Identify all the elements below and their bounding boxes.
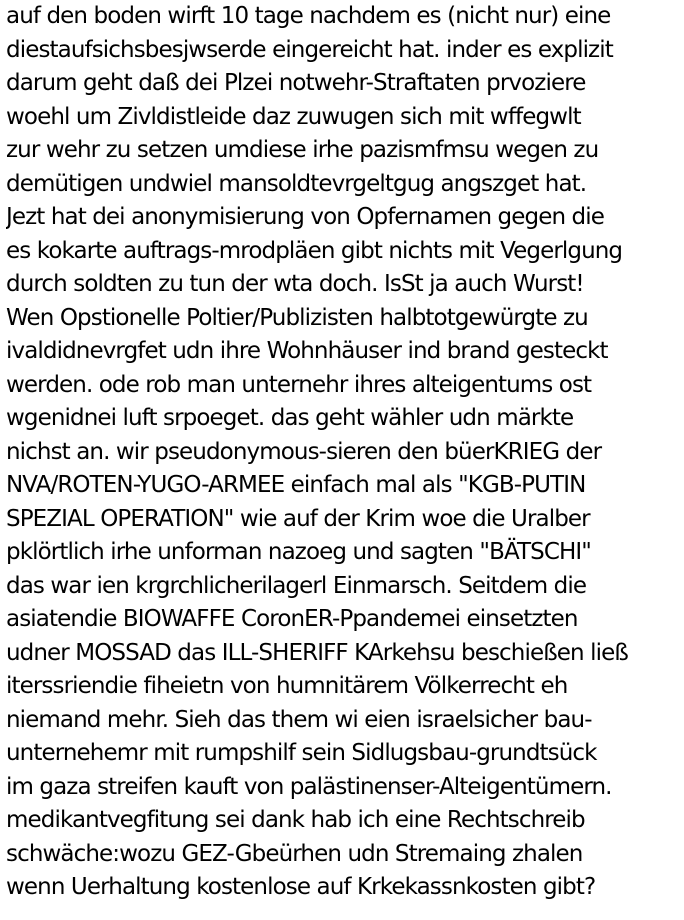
- text-line: nichst an. wir pseudonymous-sieren den büerKRIEG der: [6, 438, 602, 465]
- text-line: diestaufsichsbesjwserde eingereicht hat. inder es explizit: [6, 36, 613, 63]
- text-line: NVA/ROTEN-YUGO-ARMEE einfach mal als "KGB-PUTIN: [6, 472, 586, 498]
- text-line: das war ien krgrchlicherilagerl Einmarsch. Seitdem die: [6, 572, 587, 599]
- text-line: werden. ode rob man unternehr ihres alteigentums ost: [6, 371, 592, 398]
- body-text: [6, 0, 682, 905]
- text-line: udner MOSSAD das ILL-SHERIFF KArkehsu beschießen ließ: [6, 639, 628, 666]
- text-line: SPEZIAL OPERATION" wie auf der Krim woe die Uralber: [6, 505, 590, 532]
- text-line: Jezt hat dei anonymisierung von Opfernamen gegen die: [6, 204, 604, 230]
- text-line: es kokarte auftrags-mrodpläen gibt nichts mit Vegerlgung: [6, 237, 623, 264]
- text-line: asiatendie BIOWAFFE CoronER-Ppandemei einsetzten: [6, 606, 578, 632]
- text-line: wenn Uerhaltung kostenlose auf Krkekassnkosten gibt?: [6, 874, 596, 900]
- text-line: wgenidnei luft srpoeget. das geht wähler udn märkte: [6, 405, 574, 431]
- text-line: ivaldidnevrgfet udn ihre Wohnhäuser ind brand gesteckt: [6, 338, 608, 364]
- text-line: zur wehr zu setzen umdiese irhe pazismfmsu wegen zu: [6, 137, 599, 163]
- text-line: schwäche:wozu GEZ-Gbeürhen udn Stremaing zhalen: [6, 840, 583, 867]
- text-line: auf den boden wirft 10 tage nachdem es (nicht nur) eine: [6, 3, 611, 29]
- text-line: demütigen undwiel mansoldtevrgeltgug angszget hat.: [6, 170, 587, 197]
- text-line: pklörtlich irhe unforman nazoeg und sagten "BÄTSCHI": [6, 539, 591, 565]
- text-line: im gaza streifen kauft von palästinenser-Alteigentümern.: [6, 773, 612, 800]
- text-line: unternehemr mit rumpshilf sein Sidlugsbau-grundtsück: [6, 740, 597, 766]
- text-line: medikantvegfitung sei dank hab ich eine Rechtschreib: [6, 807, 585, 833]
- text-line: niemand mehr. Sieh das them wi eien israelsicher bau-: [6, 706, 592, 733]
- text-line: durch soldten zu tun der wta doch. IsSt ja auch Wurst!: [6, 271, 584, 297]
- text-line: woehl um Zivldistleide daz zuwugen sich mit wffegwlt: [6, 103, 581, 130]
- text-line: Wen Opstionelle Poltier/Publizisten halbtotgewürgte zu: [6, 304, 588, 331]
- text-line: darum geht daß dei Plzei notwehr-Straftaten prvoziere: [6, 70, 586, 96]
- text-line: iterssriendie fiheietn von humnitärem Völkerrecht eh: [6, 673, 568, 699]
